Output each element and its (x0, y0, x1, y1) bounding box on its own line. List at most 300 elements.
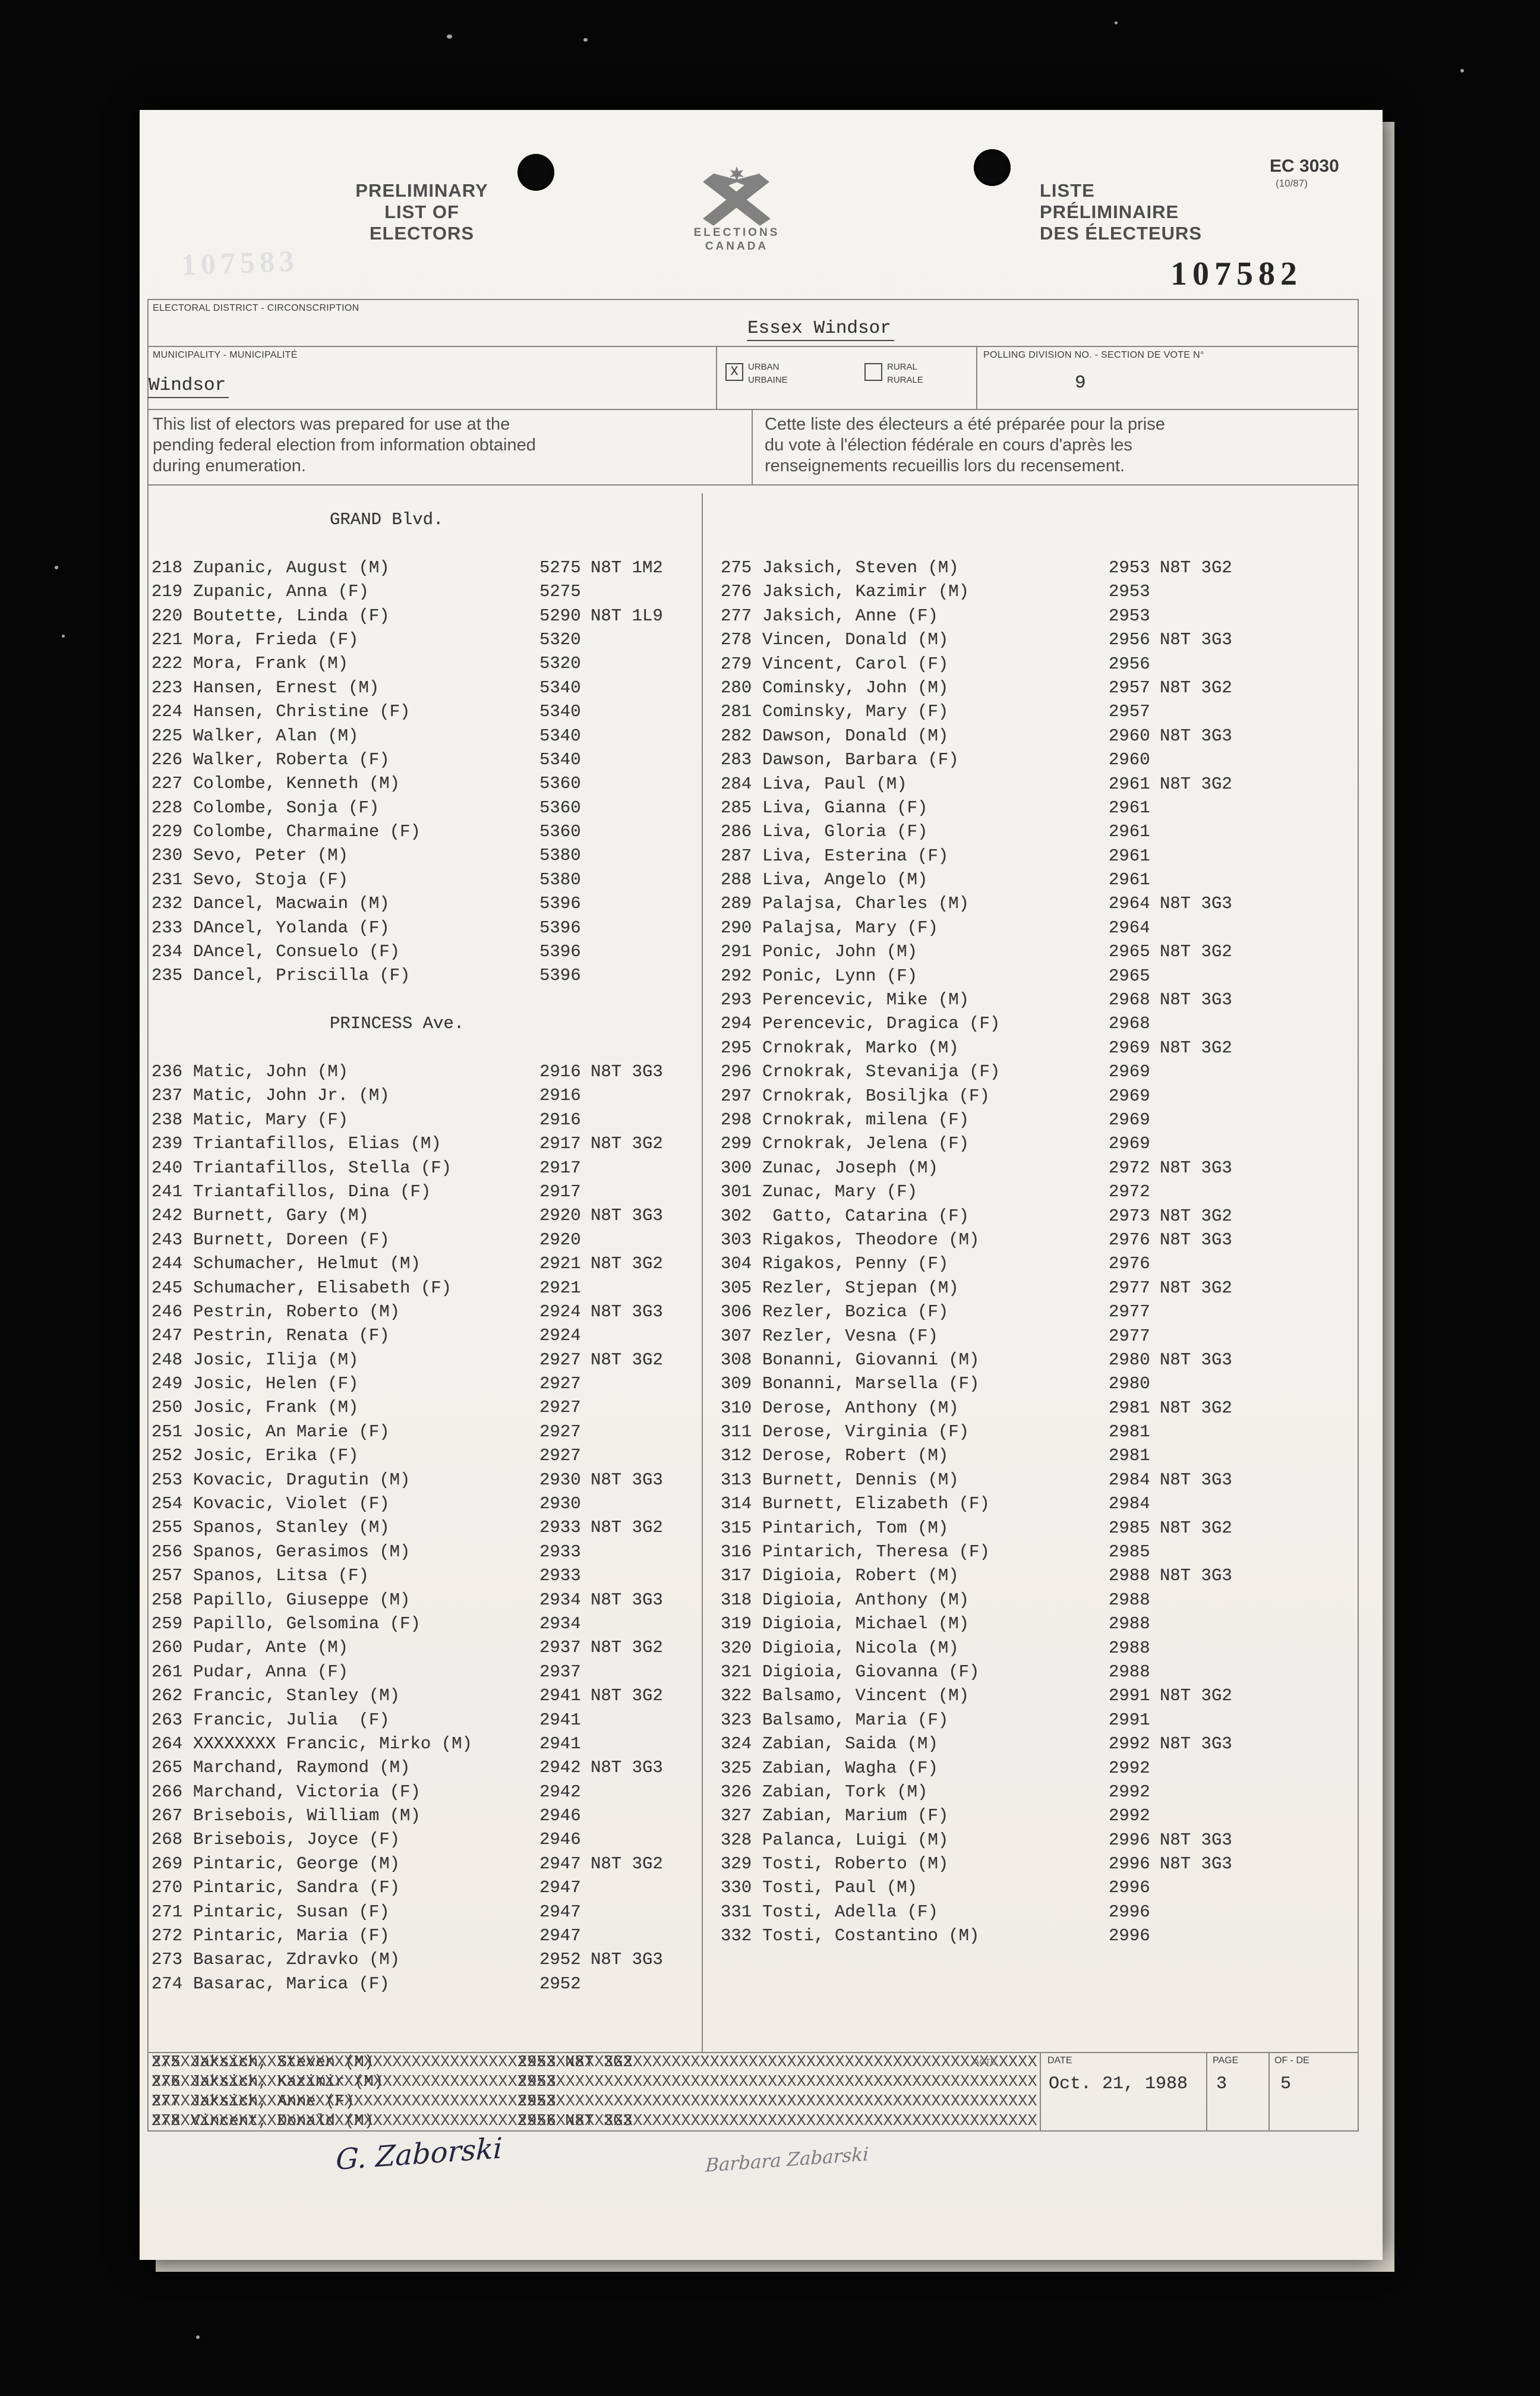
dust-speck (1115, 21, 1118, 24)
street-number: 2969 (1109, 1086, 1150, 1106)
street-number: 2972 (1109, 1158, 1150, 1178)
elector-row (721, 1828, 1350, 1852)
elector-number: 281 (721, 702, 752, 722)
elector-row (721, 1804, 1350, 1828)
postal-code: N8T 3G2 (565, 2054, 633, 2072)
of-label: OF - DE (1274, 2055, 1309, 2066)
postal-code: N8T 3G2 (591, 1853, 663, 1874)
elector-number: 247 (152, 1326, 183, 1346)
elector-row (721, 1757, 1350, 1780)
elector-column-left (152, 508, 698, 1996)
street-number: 2916 (539, 1109, 581, 1130)
form-border-top (147, 299, 1359, 300)
postal-code: N8T 3G3 (1160, 1854, 1232, 1874)
rural-label: RURAL (887, 362, 917, 372)
street-number: 2924 (539, 1326, 581, 1346)
elector-number: 225 (152, 726, 183, 746)
elector-name: Zabian, Wagha (F) (762, 1758, 938, 1778)
form-row-divider (147, 346, 1359, 347)
elector-name: Jaksich, Kazimir (M) (762, 582, 970, 602)
street-number: 5340 (539, 677, 581, 698)
elector-number: 267 (152, 1806, 183, 1826)
elector-row (721, 1156, 1350, 1180)
elector-number: 294 (721, 1014, 752, 1034)
elector-name: Pintaric, Maria (F) (193, 1926, 390, 1946)
signature-enumerator-2: Barbara Zabarski (705, 2143, 869, 2177)
blank-line (152, 988, 698, 1012)
elector-row (152, 1180, 698, 1204)
elector-row (721, 1852, 1350, 1876)
elector-number: 309 (721, 1374, 752, 1394)
elector-name: Vincen, Donald (M) (762, 630, 949, 650)
street-number: 2961 (1109, 870, 1150, 890)
elector-number: 277 (152, 2093, 181, 2111)
elector-row (152, 1780, 698, 1804)
elector-name: Rezler, Vesna (F) (762, 1326, 938, 1346)
elector-name: Mora, Frieda (F) (193, 629, 359, 650)
elector-number: 288 (721, 870, 752, 890)
elector-number: 233 (152, 918, 183, 938)
street-number: 2930 (539, 1470, 581, 1490)
elector-name: Spanos, Litsa (F) (193, 1566, 369, 1586)
street-number: 2964 (1109, 918, 1150, 938)
elector-name: Crnokrak, Marko (M) (762, 1038, 959, 1058)
elector-name: Bonanni, Marsella (F) (762, 1374, 980, 1394)
district-label: ELECTORAL DISTRICT - CIRCONSCRIPTION (153, 303, 359, 313)
elector-row (721, 1372, 1350, 1396)
elector-number: 253 (152, 1470, 183, 1490)
street-number: 2937 (539, 1662, 581, 1682)
elector-row (721, 1637, 1350, 1660)
footer-cell-divider (1040, 2052, 1041, 2132)
elector-name: Dawson, Donald (M) (762, 726, 949, 746)
elector-name: Liva, Gianna (F) (762, 797, 928, 818)
postal-code: N8T 1L9 (591, 606, 663, 626)
elector-number: 312 (721, 1446, 752, 1466)
notice-fr-line: renseignements recueillis lors du recensement. (765, 456, 1125, 475)
elector-name: Bonanni, Giovanni (M) (762, 1350, 980, 1370)
elector-number: 289 (721, 894, 752, 914)
elector-row (721, 1325, 1350, 1348)
elector-row (721, 1205, 1350, 1228)
elector-row (152, 796, 698, 820)
elector-name: Kovacic, Violet (F) (193, 1494, 390, 1514)
elector-row (152, 1564, 698, 1588)
street-number: 2985 (1109, 1518, 1150, 1538)
street-number: 2927 (539, 1374, 581, 1394)
elector-row (721, 1060, 1350, 1084)
elector-number: 227 (152, 774, 183, 794)
street-heading: PRINCESS Ave. (330, 1014, 465, 1034)
street-number: 2941 (539, 1733, 581, 1754)
street-number: 2988 (1109, 1566, 1150, 1586)
elector-number: 250 (152, 1398, 183, 1418)
street-number: 2977 (1109, 1278, 1150, 1298)
elector-name: Josic, Ilija (M) (193, 1350, 359, 1370)
elector-name: Liva, Paul (M) (762, 774, 907, 794)
elector-name: Zupanic, Anna (F) (193, 582, 369, 602)
elector-row (721, 580, 1350, 604)
elector-name: Crnokrak, Jelena (F) (762, 1134, 970, 1154)
elector-number: 263 (152, 1710, 183, 1730)
elector-number: 311 (721, 1422, 752, 1442)
elector-name: Papillo, Gelsomina (F) (193, 1613, 421, 1634)
date-label: DATE (1047, 2055, 1072, 2066)
elector-number: 242 (152, 1206, 183, 1226)
elector-number: 258 (152, 1590, 183, 1610)
street-number: 2996 (1109, 1926, 1150, 1946)
elector-row (152, 940, 698, 964)
elector-row (152, 700, 698, 724)
elector-name: Brisebois, William (M) (193, 1806, 421, 1826)
street-number: 2988 (1109, 1638, 1150, 1658)
elector-number: 270 (152, 1878, 183, 1898)
street-number: 2981 (1109, 1422, 1150, 1442)
dust-speck (55, 566, 58, 569)
elector-number: 235 (152, 966, 183, 986)
elector-name: Crnokrak, Bosiljka (F) (762, 1086, 990, 1106)
struck-elector-row (152, 2092, 1037, 2112)
title-en-line: PRELIMINARY (355, 180, 488, 201)
street-number: 5360 (539, 774, 581, 794)
elector-number: 310 (721, 1398, 752, 1418)
postal-code: N8T 3G3 (1160, 1470, 1232, 1490)
elector-row (152, 1084, 698, 1108)
elector-row (721, 1540, 1350, 1564)
elector-name: Palajsa, Charles (M) (762, 894, 970, 914)
elector-name: Hansen, Christine (F) (193, 702, 411, 722)
street-number: 2996 (1109, 1878, 1150, 1898)
elector-number: 306 (721, 1302, 752, 1322)
street-number: 2942 (539, 1758, 581, 1778)
street-number: 2953 (517, 2093, 556, 2111)
street-number: 2988 (1109, 1662, 1150, 1682)
postal-code: N8T 3G3 (591, 1590, 663, 1610)
elector-row (152, 580, 698, 604)
blank-line (152, 1036, 698, 1060)
elector-name: Zunac, Mary (F) (762, 1182, 918, 1202)
elector-row (721, 1588, 1350, 1612)
postal-code: N8T 3G3 (1160, 1566, 1232, 1586)
street-number: 2953 (517, 2073, 556, 2091)
elector-row (721, 844, 1350, 868)
elector-number: 262 (152, 1686, 183, 1706)
elector-name: Sevo, Peter (M) (193, 846, 349, 866)
elector-number: 284 (721, 774, 752, 794)
postal-code: N8T 3G2 (1160, 558, 1232, 578)
street-number: 5320 (539, 629, 581, 650)
elector-name: Tosti, Adella (F) (762, 1902, 938, 1922)
elector-name: Matic, Mary (F) (193, 1109, 349, 1130)
elector-number: 244 (152, 1254, 183, 1274)
street-number: 2960 (1109, 726, 1150, 746)
dust-speck (1460, 69, 1464, 72)
street-number: 2957 (1109, 702, 1150, 722)
elector-number: 238 (152, 1109, 183, 1130)
elector-number: 302 (721, 1206, 752, 1226)
elector-name: Francic, Julia (F) (193, 1710, 390, 1730)
elector-name: Liva, Angelo (M) (762, 870, 928, 890)
dust-speck (583, 38, 588, 42)
postal-code: N8T 3G2 (1160, 1398, 1232, 1418)
elector-row (152, 1324, 698, 1348)
street-number: 2947 (539, 1853, 581, 1874)
elector-name: Francic, Stanley (M) (193, 1686, 400, 1706)
elector-name: Matic, John Jr. (M) (193, 1086, 390, 1106)
elector-number: 221 (152, 629, 183, 650)
date-value: Oct. 21, 1988 (1049, 2074, 1188, 2094)
elector-number: 330 (721, 1878, 752, 1898)
elector-name: DAncel, Yolanda (F) (193, 918, 390, 938)
elector-name: Dawson, Barbara (F) (762, 750, 959, 770)
elector-name: Ponic, Lynn (F) (762, 966, 918, 986)
street-number: 2980 (1109, 1374, 1150, 1394)
elector-name: Walker, Roberta (F) (193, 749, 390, 770)
elector-number: 290 (721, 918, 752, 938)
elector-number: 256 (152, 1541, 183, 1562)
postal-code: N8T 3G3 (1160, 630, 1232, 650)
elector-name: Basarac, Zdravko (M) (193, 1950, 400, 1970)
street-number: 5340 (539, 749, 581, 770)
elector-number: 274 (152, 1973, 183, 1994)
street-number: 2991 (1109, 1710, 1150, 1730)
polling-division-label: POLLING DIVISION NO. - SECTION DE VOTE N° (983, 350, 1204, 360)
postal-code: N8T 3G3 (1160, 894, 1232, 914)
postal-code: N8T 3G2 (1160, 1038, 1232, 1058)
elector-name: Burnett, Gary (M) (193, 1206, 369, 1226)
elector-row (152, 1252, 698, 1276)
street-number: 5380 (539, 846, 581, 866)
elector-row (152, 844, 698, 868)
elector-name: Josic, Helen (F) (193, 1374, 359, 1394)
municipality-value: Windsor (148, 375, 229, 398)
elector-number: 324 (721, 1734, 752, 1754)
elector-number: 243 (152, 1229, 183, 1250)
elector-number: 265 (152, 1758, 183, 1778)
elector-name: Rigakos, Penny (F) (762, 1254, 949, 1274)
elector-row (152, 1924, 698, 1948)
postal-code: N8T 3G3 (1160, 1229, 1232, 1250)
elector-row (152, 1684, 698, 1708)
elector-number: 331 (721, 1902, 752, 1922)
elector-name: Perencevic, Dragica (F) (762, 1014, 1001, 1034)
elector-number: 254 (152, 1494, 183, 1514)
postal-code: N8T 3G3 (591, 1950, 663, 1970)
postal-code: N8T 1M2 (591, 557, 663, 578)
elector-number: 317 (721, 1566, 752, 1586)
elector-number: 219 (152, 582, 183, 602)
street-number: 2953 (1109, 606, 1150, 626)
elector-name: Gatto, Catarina (F) (762, 1206, 970, 1226)
street-number: 5380 (539, 869, 581, 890)
elector-row (721, 1012, 1350, 1036)
postal-code: N8T 3G3 (591, 1061, 663, 1082)
postal-code: N8T 3G2 (591, 1686, 663, 1706)
notice-fr-line: du vote à l'élection fédérale en cours d'après les (765, 436, 1132, 455)
elector-name: Digioia, Anthony (M) (762, 1590, 970, 1610)
street-number: 2996 (1109, 1854, 1150, 1874)
postal-code: N8T 3G3 (1160, 1350, 1232, 1370)
street-number: 2927 (539, 1446, 581, 1466)
elector-row (721, 1252, 1350, 1276)
elector-number: 266 (152, 1782, 183, 1802)
elector-name: Perencevic, Mike (M) (762, 990, 970, 1010)
elector-row (721, 796, 1350, 820)
elector-name: Palajsa, Mary (F) (762, 918, 938, 938)
title-en-line: LIST OF (384, 201, 459, 222)
street-number: 5340 (539, 726, 581, 746)
street-number: 2964 (1109, 894, 1150, 914)
street-number: 2953 (517, 2054, 556, 2072)
elector-name: Burnett, Doreen (F) (193, 1229, 390, 1250)
elector-row (152, 1516, 698, 1540)
elector-row (152, 748, 698, 772)
street-number: 2992 (1109, 1806, 1150, 1826)
elector-name: Tosti, Paul (M) (762, 1878, 918, 1898)
title-fr-line: LISTE (1040, 180, 1095, 201)
elector-number: 229 (152, 822, 183, 842)
street-number: 5275 (539, 557, 581, 578)
elector-number: 314 (721, 1494, 752, 1514)
elector-number: 293 (721, 990, 752, 1010)
form-code: EC 3030 (1270, 156, 1339, 176)
title-en-line: ELECTORS (369, 223, 475, 244)
elector-number: 297 (721, 1086, 752, 1106)
form-row-divider (147, 409, 1359, 410)
elector-number: 278 (152, 2113, 181, 2130)
street-number: 2980 (1109, 1350, 1150, 1370)
signature-enumerator-1: G. Zaborski (335, 2132, 503, 2177)
elector-name: DAncel, Consuelo (F) (193, 942, 400, 962)
elector-row (152, 724, 698, 748)
struck-text: XXXXXXXX (193, 1733, 286, 1754)
elector-number: 268 (152, 1830, 183, 1850)
elector-number: 239 (152, 1134, 183, 1154)
elector-row (152, 1396, 698, 1420)
street-number: 2946 (539, 1830, 581, 1850)
street-number: 2956 (517, 2113, 556, 2130)
street-number: 2981 (1109, 1398, 1150, 1418)
street-number: 2996 (1109, 1902, 1150, 1922)
elector-number: 326 (721, 1782, 752, 1802)
street-number: 2961 (1109, 797, 1150, 818)
dust-speck (447, 34, 452, 39)
elector-row (152, 1756, 698, 1780)
elector-number: 321 (721, 1662, 752, 1682)
serial-number-stamp: 107582 (1170, 256, 1302, 292)
elector-row (721, 652, 1350, 676)
street-number: 2953 (1109, 558, 1150, 578)
footer-cell-divider (1206, 2052, 1207, 2132)
elector-name: Tosti, Costantino (M) (762, 1926, 980, 1946)
elector-number: 224 (152, 702, 183, 722)
elector-number: 329 (721, 1854, 752, 1874)
elector-row (152, 1540, 698, 1564)
elector-number: 332 (721, 1926, 752, 1946)
elector-row (721, 1444, 1350, 1468)
elector-number: 279 (721, 654, 752, 674)
postal-code: N8T 3G2 (591, 1254, 663, 1274)
elector-row (152, 1372, 698, 1396)
elector-row (721, 1276, 1350, 1300)
postal-code: N8T 3G2 (1160, 1686, 1232, 1706)
elector-name: Derose, Anthony (M) (762, 1398, 959, 1418)
elector-row (152, 1444, 698, 1468)
postal-code: N8T 3G2 (1160, 1206, 1232, 1226)
street-number: 2969 (1109, 1109, 1150, 1130)
elector-name: Zabian, Saida (M) (762, 1734, 938, 1754)
dust-speck (62, 635, 65, 638)
elector-number: 249 (152, 1374, 183, 1394)
notice-divider (752, 409, 753, 484)
elector-name: Boutette, Linda (F) (193, 606, 390, 626)
elector-number: 252 (152, 1446, 183, 1466)
title-french (1040, 180, 1202, 244)
elector-column-right (721, 556, 1350, 1949)
elector-number: 275 (721, 558, 752, 578)
elector-number: 276 (152, 2073, 181, 2091)
elector-name: Pestrin, Roberto (M) (193, 1301, 400, 1322)
street-number: 2917 (539, 1134, 581, 1154)
elector-name: Crnokrak, milena (F) (762, 1109, 970, 1130)
elector-name: Burnett, Dennis (M) (762, 1470, 959, 1490)
elector-row (152, 1972, 698, 1996)
elector-row (721, 1108, 1350, 1132)
street-number: 5360 (539, 822, 581, 842)
footer-cell-divider (1268, 2052, 1270, 2132)
elector-name: Sevo, Stoja (F) (193, 869, 349, 890)
elector-row (721, 1780, 1350, 1804)
street-number: 2985 (1109, 1542, 1150, 1562)
elector-number: 234 (152, 942, 183, 962)
elector-row (152, 1804, 698, 1828)
postal-code: N8T 3G2 (1160, 942, 1232, 962)
elector-number: 259 (152, 1613, 183, 1634)
elector-row (721, 1564, 1350, 1588)
elector-row (721, 1180, 1350, 1204)
elector-row (721, 1420, 1350, 1444)
elector-name: Kovacic, Dragutin (M) (193, 1470, 411, 1490)
elector-name: Triantafillos, Elias (M) (193, 1134, 441, 1154)
street-number: 2920 (539, 1206, 581, 1226)
elector-row (152, 1876, 698, 1900)
punch-hole (517, 154, 554, 191)
elector-number: 286 (721, 822, 752, 842)
elector-name: Josic, Erika (F) (193, 1446, 359, 1466)
street-number: 5396 (539, 918, 581, 938)
elector-name: Triantafillos, Dina (F) (193, 1181, 431, 1202)
elector-name: Marchand, Victoria (F) (193, 1782, 421, 1802)
elector-name: Derose, Virginia (F) (762, 1422, 970, 1442)
postal-code: N8T 3G3 (1160, 1734, 1232, 1754)
struck-elector-row (152, 2112, 1037, 2132)
elector-row (152, 1900, 698, 1924)
elector-row (152, 1660, 698, 1684)
postal-code: N8T 3G3 (591, 1301, 663, 1322)
document-page (140, 110, 1383, 2260)
elector-number: 305 (721, 1278, 752, 1298)
elector-name: Burnett, Elizabeth (F) (762, 1494, 990, 1514)
postal-code: N8T 3G3 (1160, 726, 1232, 746)
elector-number: 296 (721, 1062, 752, 1082)
elector-row (721, 604, 1350, 628)
elector-name: Dancel, Macwain (M) (193, 894, 390, 914)
elector-row (721, 1036, 1350, 1060)
elector-row (721, 1924, 1350, 1948)
elector-name: Colombe, Sonja (F) (193, 797, 380, 818)
street-number: 2946 (539, 1806, 581, 1826)
elector-name: Digioia, Michael (M) (762, 1614, 970, 1634)
